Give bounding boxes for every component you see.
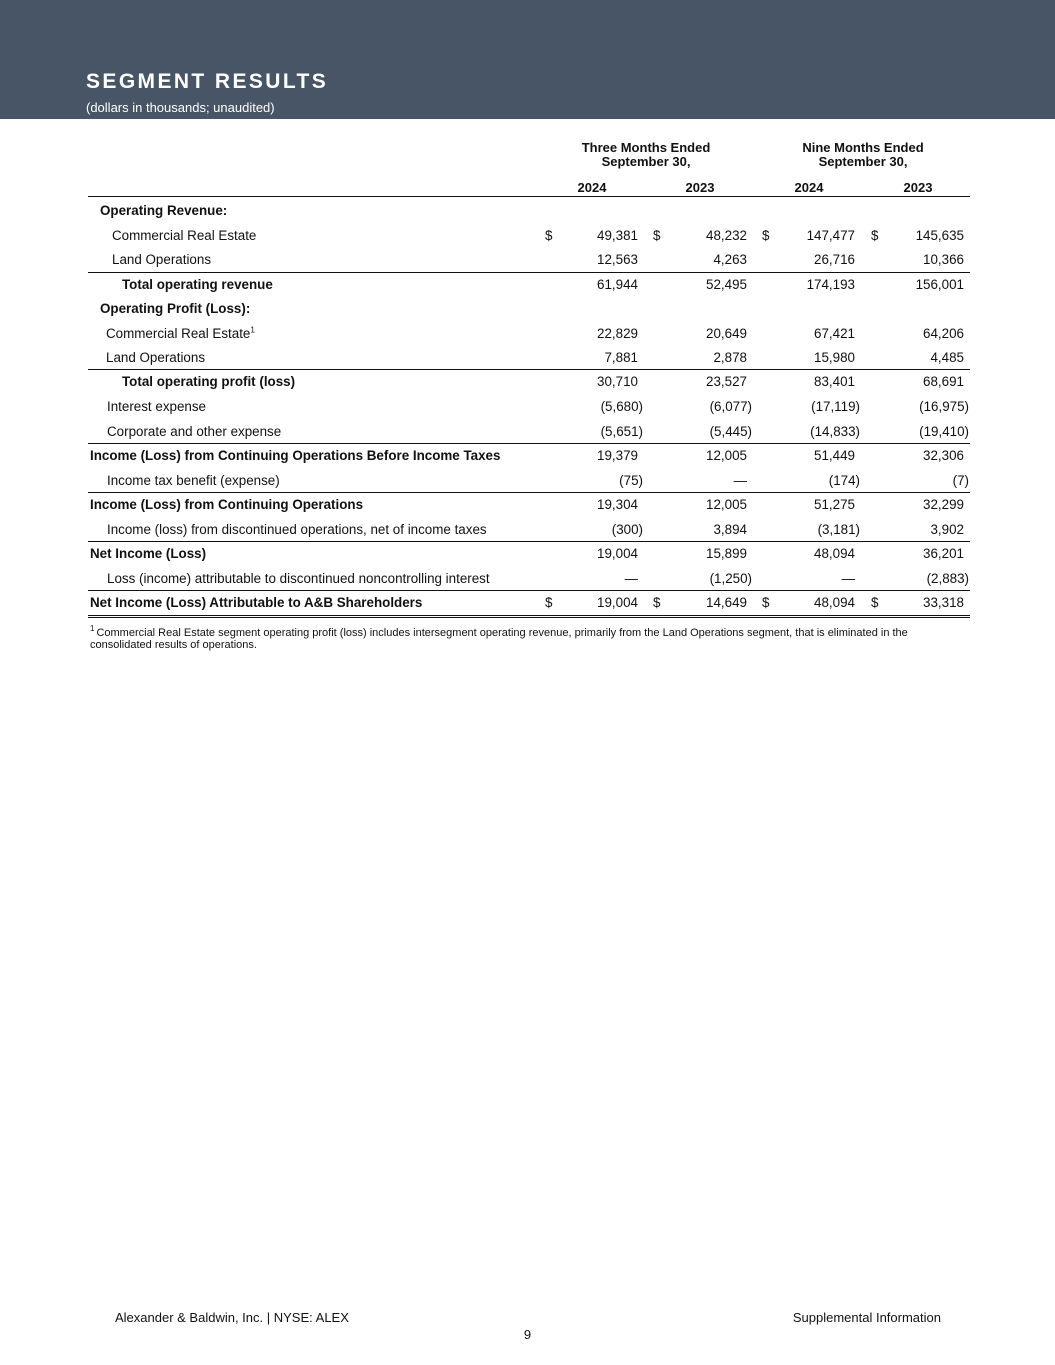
- table-row: [88, 443, 970, 468]
- cell-value: (300): [611, 522, 643, 537]
- currency-symbol: $: [871, 595, 879, 610]
- row-label: Net Income (Loss) Attributable to A&B Shareholders: [90, 595, 423, 610]
- table-row: [88, 395, 970, 419]
- table-row: [88, 469, 970, 493]
- cell-value: (5,445): [709, 424, 752, 439]
- year-header: 2023: [685, 180, 715, 195]
- row-label: Land Operations: [112, 252, 212, 267]
- cell-value: 7,881: [604, 350, 638, 365]
- nine-months-header: Nine Months Ended September 30,: [802, 140, 924, 169]
- cell-value: 20,649: [706, 326, 747, 341]
- row-label: Land Operations: [106, 350, 206, 365]
- footnote-mark: 1: [250, 325, 255, 335]
- cell-value: (7): [952, 473, 969, 488]
- cell-value: 19,379: [597, 448, 638, 463]
- cell-value: (3,181): [817, 522, 860, 537]
- row-label: Total operating revenue: [122, 277, 273, 292]
- cell-value: 22,829: [597, 326, 638, 341]
- cell-value: 51,449: [814, 448, 855, 463]
- page-subtitle: (dollars in thousands; unaudited): [86, 100, 275, 115]
- currency-symbol: $: [545, 595, 553, 610]
- currency-symbol: $: [653, 228, 661, 243]
- cell-value: (19,410): [919, 424, 969, 439]
- footnote: [90, 623, 970, 651]
- cell-value: 83,401: [814, 374, 855, 389]
- currency-symbol: $: [545, 228, 553, 243]
- cell-value: 61,944: [597, 277, 638, 292]
- table-row: [88, 199, 970, 223]
- row-label: Commercial Real Estate$^1$: [106, 325, 255, 341]
- cell-value: (2,883): [926, 571, 969, 586]
- cell-value: 23,527: [706, 374, 747, 389]
- table-row: [88, 248, 970, 272]
- row-label: Commercial Real Estate: [112, 228, 257, 243]
- row-label: Net Income (Loss): [90, 546, 207, 561]
- cell-value: 48,094: [814, 595, 855, 610]
- cell-value: 26,716: [814, 252, 855, 267]
- row-label: Income (Loss) from Continuing Operations Before Income Taxes: [90, 448, 501, 463]
- page-title: SEGMENT RESULTS: [86, 70, 329, 93]
- row-label: Corporate and other expense: [107, 424, 282, 439]
- footer-company: Alexander & Baldwin, Inc. | NYSE: ALEX: [115, 1310, 349, 1325]
- page-number: 9: [523, 1327, 532, 1342]
- cell-value: 15,980: [814, 350, 855, 365]
- header-rule: [88, 196, 970, 197]
- cell-value: 12,005: [706, 448, 747, 463]
- table-row: [88, 518, 970, 542]
- cell-value: 145,635: [915, 228, 964, 243]
- cell-value: (5,680): [600, 399, 643, 414]
- cell-value: 14,649: [706, 595, 747, 610]
- cell-value: (6,077): [709, 399, 752, 414]
- cell-value: 32,306: [923, 448, 964, 463]
- footer-doc-type: Supplemental Information: [792, 1310, 941, 1325]
- year-header: 2023: [903, 180, 933, 195]
- cell-value: 32,299: [923, 497, 964, 512]
- currency-symbol: $: [653, 595, 661, 610]
- cell-value: 36,201: [923, 546, 964, 561]
- row-label: Total operating profit (loss): [122, 374, 296, 389]
- footnote-text: Commercial Real Estate segment operating profit (loss) includes intersegment operating revenue, primarily from the Land Operations segment, that is eliminated in the consolidated results of operations.: [90, 626, 908, 651]
- cell-value: 12,005: [706, 497, 747, 512]
- cell-value: (75): [619, 473, 643, 488]
- cell-value: (16,975): [919, 399, 969, 414]
- cell-value: (14,833): [810, 424, 860, 439]
- header-banner: [0, 0, 1055, 119]
- footnote-mark: 1: [90, 624, 95, 633]
- table-row: [88, 322, 970, 346]
- cell-value: 2,878: [713, 350, 747, 365]
- cell-value: 3,902: [930, 522, 964, 537]
- table-row: [88, 541, 970, 566]
- cell-value: 64,206: [923, 326, 964, 341]
- table-row: [88, 297, 970, 321]
- row-label: Loss (income) attributable to discontinued noncontrolling interest: [107, 571, 490, 586]
- row-label: Operating Revenue:: [100, 203, 228, 218]
- cell-value: 51,275: [814, 497, 855, 512]
- year-header: 2024: [577, 180, 607, 195]
- cell-value: (174): [828, 473, 860, 488]
- cell-value: 33,318: [923, 595, 964, 610]
- cell-value: 52,495: [706, 277, 747, 292]
- row-label: Interest expense: [107, 399, 207, 414]
- currency-symbol: $: [762, 228, 770, 243]
- cell-value: 49,381: [597, 228, 638, 243]
- cell-value: 156,001: [915, 277, 964, 292]
- cell-value: 48,094: [814, 546, 855, 561]
- row-label: Income (loss) from discontinued operations, net of income taxes: [107, 522, 487, 537]
- table-row: [88, 346, 970, 370]
- cell-value: (17,119): [811, 399, 860, 414]
- cell-value: 48,232: [706, 228, 747, 243]
- cell-value: 30,710: [597, 374, 638, 389]
- row-label: Operating Profit (Loss):: [100, 301, 251, 316]
- table-row: [88, 224, 970, 248]
- table-row: [88, 272, 970, 297]
- year-header: 2024: [794, 180, 824, 195]
- cell-value: —: [733, 473, 747, 488]
- table-row: [88, 492, 970, 517]
- cell-value: 174,193: [806, 277, 855, 292]
- cell-value: 10,366: [923, 252, 964, 267]
- cell-value: (1,250): [709, 571, 752, 586]
- cell-value: 19,004: [597, 595, 638, 610]
- currency-symbol: $: [871, 228, 879, 243]
- cell-value: (5,651): [600, 424, 643, 439]
- cell-value: 67,421: [814, 326, 855, 341]
- cell-value: 12,563: [597, 252, 638, 267]
- cell-value: 4,485: [930, 350, 964, 365]
- three-months-header: Three Months Ended September 30,: [581, 140, 711, 169]
- row-label: Income tax benefit (expense): [107, 473, 280, 488]
- cell-value: 19,004: [597, 546, 638, 561]
- cell-value: 68,691: [923, 374, 964, 389]
- cell-value: —: [624, 571, 638, 586]
- currency-symbol: $: [762, 595, 770, 610]
- cell-value: 15,899: [706, 546, 747, 561]
- cell-value: 147,477: [806, 228, 855, 243]
- cell-value: —: [841, 571, 855, 586]
- cell-value: 4,263: [713, 252, 747, 267]
- cell-value: 19,304: [597, 497, 638, 512]
- table-row: [88, 369, 970, 394]
- row-label: Income (Loss) from Continuing Operations: [90, 497, 364, 512]
- table-row: [88, 567, 970, 591]
- table-row: [88, 590, 970, 618]
- table-row: [88, 420, 970, 444]
- cell-value: 3,894: [713, 522, 747, 537]
